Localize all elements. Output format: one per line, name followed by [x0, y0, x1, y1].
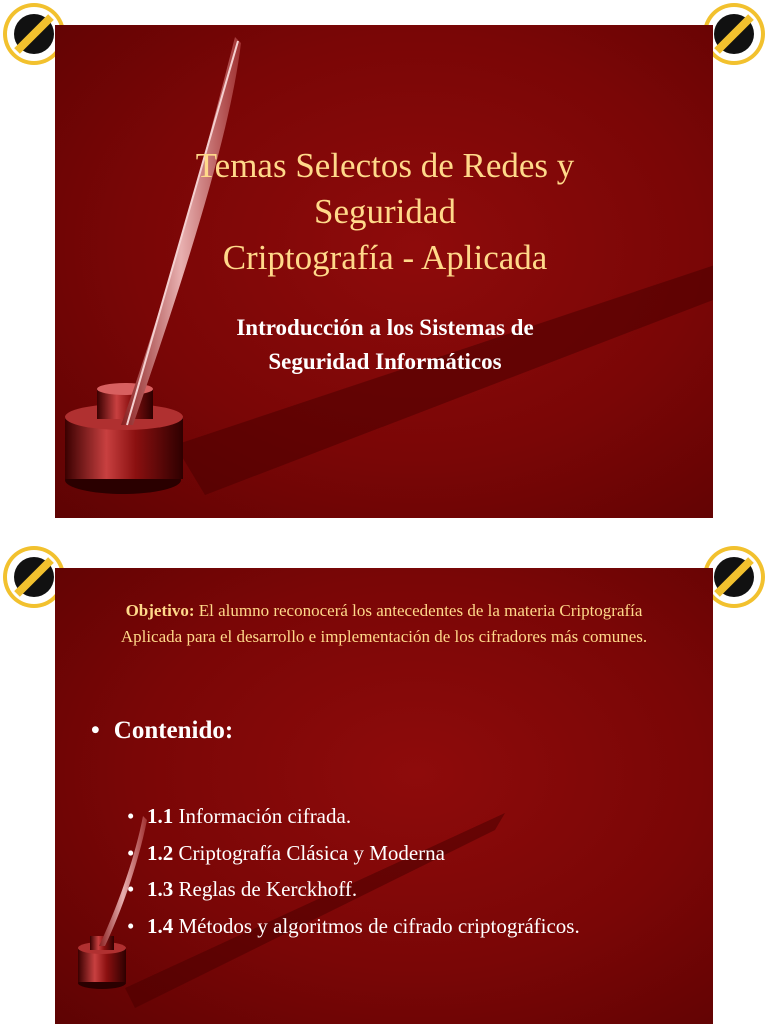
list-item	[127, 835, 580, 872]
bullet-icon: •	[127, 877, 135, 901]
slide-title-text	[135, 143, 635, 281]
contents-heading-text: Contenido:	[113, 717, 234, 744]
item-number: 1.3	[147, 877, 174, 901]
slide-contents	[55, 568, 713, 1024]
slide-title	[55, 25, 713, 518]
subtitle-line: Seguridad Informáticos	[268, 349, 502, 374]
contents-list	[127, 798, 580, 944]
item-number: 1.4	[147, 913, 174, 938]
bullet-icon: •	[91, 717, 100, 744]
title-line: Temas Selectos de Redes y	[195, 146, 575, 185]
bullet-icon: •	[127, 840, 135, 865]
objective-text: El alumno reconocerá los antecedentes de la materia Criptografía Aplicada para el desarrollo e implementación de los cifradores más comunes.	[120, 601, 648, 646]
list-item	[127, 908, 580, 945]
objective-label: Objetivo:	[125, 601, 195, 620]
list-item	[127, 798, 580, 835]
subtitle-line: Introducción a los Sistemas de	[236, 315, 534, 340]
item-text: Reglas de Kerckhoff.	[173, 877, 358, 901]
list-item	[127, 871, 580, 908]
bullet-icon: •	[127, 804, 135, 828]
item-number: 1.1	[147, 804, 174, 828]
item-number: 1.2	[147, 840, 174, 865]
slide-subtitle	[155, 311, 615, 379]
title-line: Criptografía - Aplicada	[222, 238, 548, 277]
objective-paragraph	[95, 598, 673, 650]
item-text: Información cifrada.	[173, 804, 352, 828]
title-line: Seguridad	[314, 192, 456, 231]
bullet-icon: •	[127, 913, 135, 938]
contents-heading	[91, 717, 233, 745]
item-text: Criptografía Clásica y Moderna	[173, 840, 445, 865]
item-text: Métodos y algoritmos de cifrado criptográficos.	[173, 913, 580, 938]
